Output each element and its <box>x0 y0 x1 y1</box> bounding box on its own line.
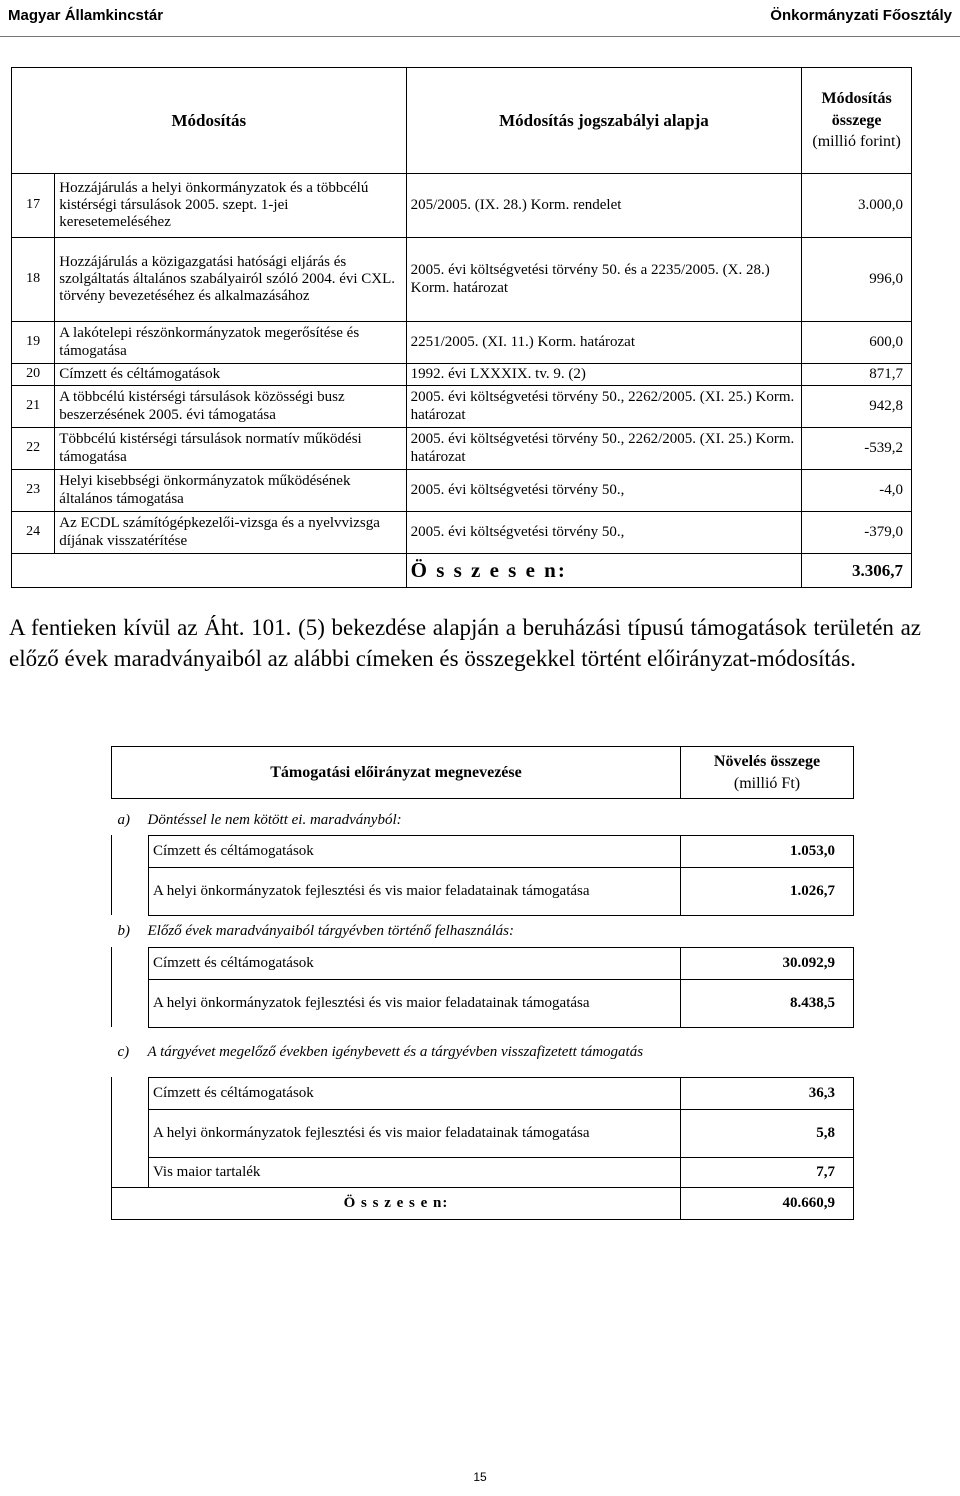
header-right: Önkormányzati Főosztály <box>770 7 952 24</box>
list-item: A helyi önkormányzatok fejlesztési és vis maior feladatainak támogatása 8.438,5 <box>112 979 854 1027</box>
total-value: 3.306,7 <box>802 554 912 588</box>
table-row: 20 Címzett és céltámogatások 1992. évi LXXXIX. tv. 9. (2) 871,7 <box>12 364 912 386</box>
col-appropriation-name: Támogatási előirányzat megnevezése <box>112 747 681 799</box>
table-row: 21 A többcélú kistérségi társulások közösségi busz beszerzésének 2005. évi támogatása 2005. évi költségvetési törvény 50., 2262/2005. (XI. 25.) Korm. határozat 942,8 <box>12 386 912 428</box>
page-header <box>0 0 960 37</box>
page-number: 15 <box>473 1470 487 1484</box>
list-item: Címzett és céltámogatások 36,3 <box>112 1077 854 1109</box>
section-b-title: b) Előző évek maradványaiból tárgyévben történő felhasználás: <box>117 922 514 939</box>
header-left: Magyar Államkincstár <box>8 7 164 24</box>
col-modification: Módosítás <box>12 68 407 174</box>
total-row <box>12 554 912 588</box>
grand-total-value: 40.660,9 <box>681 1187 854 1219</box>
modification-table <box>11 67 912 588</box>
list-item: Címzett és céltámogatások 30.092,9 <box>112 947 854 979</box>
table-row: 18 Hozzájárulás a közigazgatási hatósági eljárás és szolgáltatás általános szabályairól szóló 2004. évi CXL. törvény bevezetéséhez és alkalmazásához 2005. évi költségvetési törvény 50. és a 2235/2005. (X. 28.) Korm. határozat 996,0 <box>12 238 912 322</box>
col-increase: Növelés összege (millió Ft) <box>681 747 854 799</box>
body-paragraph: A fentieken kívül az Áht. 101. (5) bekezdése alapján a beruházási típusú támogatások területén az előző évek maradványaiból az alábbi címeken és összegekkel történt előirányzat-módosítás. <box>9 615 921 671</box>
list-item: Vis maior tartalék 7,7 <box>112 1157 854 1187</box>
table-row: 22 Többcélú kistérségi társulások normatív működési támogatása 2005. évi költségvetési törvény 50., 2262/2005. (XI. 25.) Korm. határozat -539,2 <box>12 428 912 470</box>
list-item: Címzett és céltámogatások 1.053,0 <box>112 835 854 867</box>
section-a-title: a) Döntéssel le nem kötött ei. maradványból: <box>117 812 402 829</box>
section-c-title: c) A tárgyévet megelőző években igénybevett és a tárgyévben visszafizetett támogatás <box>117 1043 644 1060</box>
col-amount: Módosítás összege (millió forint) <box>802 68 912 174</box>
grand-total-label: Ö s s z e s e n: <box>112 1187 681 1219</box>
grand-total-row <box>112 1187 854 1219</box>
list-item: A helyi önkormányzatok fejlesztési és vis maior feladatainak támogatása 1.026,7 <box>112 867 854 915</box>
list-item: A helyi önkormányzatok fejlesztési és vis maior feladatainak támogatása 5,8 <box>112 1109 854 1157</box>
table-row: 23 Helyi kisebbségi önkormányzatok működésének általános támogatása 2005. évi költségvetési törvény 50., -4,0 <box>12 470 912 512</box>
table-row: 19 A lakótelepi részönkormányzatok megerősítése és támogatása 2251/2005. (XI. 11.) Korm. határozat 600,0 <box>12 322 912 364</box>
total-label: Ö s s z e s e n: <box>406 554 802 588</box>
col-basis: Módosítás jogszabályi alapja <box>406 68 802 174</box>
appropriation-table <box>111 746 854 1220</box>
table-row: 24 Az ECDL számítógépkezelői-vizsga és a nyelvvizsga díjának visszatérítése 2005. évi költségvetési törvény 50., -379,0 <box>12 512 912 554</box>
table-row: 17 Hozzájárulás a helyi önkormányzatok és a többcélú kistérségi társulások 2005. szept. 1-jei keresetemeléséhez 205/2005. (IX. 28.) Korm. rendelet 3.000,0 <box>12 174 912 238</box>
